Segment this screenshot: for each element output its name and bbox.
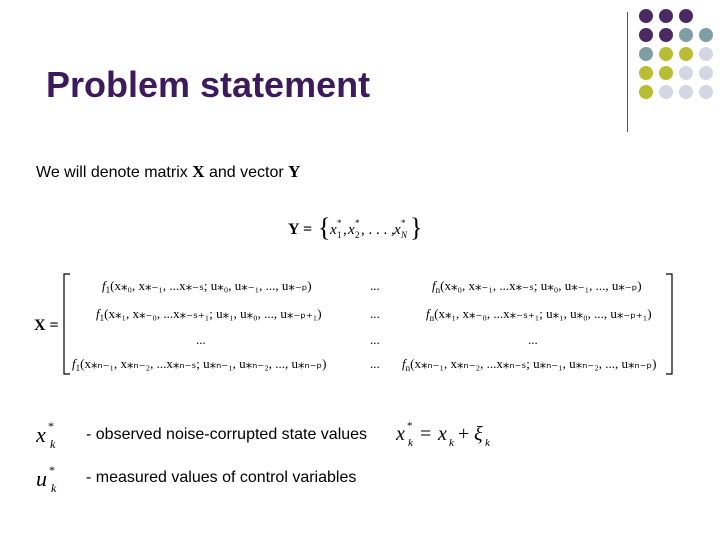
intro-middle: and vector [208, 164, 284, 181]
decor-dot [659, 47, 673, 61]
matrix-x-equation [30, 268, 690, 380]
intro-prefix: We will denote matrix [36, 164, 188, 181]
svg-text:...: ... [370, 356, 380, 371]
svg-text:*: * [355, 218, 360, 228]
decor-dot [679, 47, 693, 61]
svg-text:*: * [337, 218, 342, 228]
svg-text:=: = [420, 423, 432, 445]
matrix-row-2-right: $f_n(x⁎_1$, x⁎₋₀, ...x⁎₋ₛ₊₁; u⁎₁, u⁎₀, ..., u⁎₋ₚ₊₁) [426, 306, 652, 323]
svg-text:k: k [50, 437, 56, 451]
svg-text:k: k [51, 481, 57, 495]
svg-text:...: ... [370, 332, 380, 347]
svg-text:*: * [48, 419, 54, 433]
svg-text:...: ... [196, 332, 206, 347]
decor-dot [659, 28, 673, 42]
svg-text:x: x [394, 222, 401, 238]
decor-dot [639, 28, 653, 42]
svg-text:,: , [343, 222, 347, 238]
svg-text:+: + [458, 423, 470, 445]
decor-dot [679, 85, 693, 99]
matrix-symbol: X [192, 162, 205, 181]
decor-dot [639, 85, 653, 99]
matrix-row-1-left: $f_1(x⁎_0$, x⁎₋₁, ...x⁎₋ₛ; u⁎₀, u⁎₋₁, ..., u⁎₋ₚ) [102, 278, 312, 295]
definition-observed-states: - observed noise-corrupted state values [86, 426, 368, 443]
symbol-u-star-k [36, 462, 86, 496]
svg-text:*: * [401, 218, 406, 228]
svg-text:x: x [396, 423, 405, 445]
decorative-divider [627, 12, 628, 132]
svg-text:k: k [485, 437, 490, 449]
svg-text:Y =: Y = [288, 221, 313, 238]
svg-text:x: x [348, 222, 355, 238]
decor-dot [659, 66, 673, 80]
svg-text:x: x [438, 423, 447, 445]
svg-text:x: x [330, 222, 337, 238]
decor-dot [699, 85, 713, 99]
svg-text:x: x [36, 422, 46, 447]
decor-dot [699, 28, 713, 42]
vector-symbol: Y [288, 162, 301, 181]
svg-text:*: * [407, 420, 413, 432]
svg-text:...: ... [528, 332, 538, 347]
definition-control-variables: - measured values of control variables [86, 469, 357, 486]
svg-text:...: ... [370, 278, 380, 293]
svg-text:, . . . ,: , . . . , [361, 222, 395, 238]
decor-dot [659, 85, 673, 99]
noise-model-equation [396, 418, 506, 452]
svg-text:ξ: ξ [474, 423, 483, 445]
svg-text:k: k [449, 437, 454, 449]
matrix-row-1-right: $f_n(x⁎_0$, x⁎₋₁, ...x⁎₋ₛ; u⁎₀, u⁎₋₁, ..., u⁎₋ₚ) [432, 278, 642, 295]
svg-text:k: k [408, 437, 413, 449]
svg-text:}: } [410, 213, 423, 242]
decorative-dot-grid [638, 8, 720, 118]
decor-dot [639, 66, 653, 80]
svg-text:N: N [401, 230, 408, 240]
svg-text:u: u [36, 466, 47, 491]
svg-text:{: { [318, 213, 331, 242]
decor-dot [679, 66, 693, 80]
svg-text:1: 1 [337, 230, 342, 240]
decor-dot [679, 9, 693, 23]
decor-dot [699, 66, 713, 80]
slide-title: Problem statement [46, 64, 371, 105]
matrix-row-4-left: $f_1(x⁎_{n-1}$, x⁎ₙ₋₂, ...x⁎ₙ₋ₛ; u⁎ₙ₋₁, u⁎ₙ₋₂, ..., u⁎ₙ₋ₚ) [72, 356, 327, 373]
decor-dot [659, 9, 673, 23]
svg-text:*: * [49, 463, 55, 477]
decor-dot [639, 9, 653, 23]
intro-sentence [36, 162, 300, 182]
svg-text:...: ... [370, 306, 380, 321]
vector-y-equation [288, 212, 428, 244]
matrix-row-2-left: $f_1(x⁎_1$, x⁎₋₀, ...x⁎₋ₛ₊₁; u⁎₁, u⁎₀, ..., u⁎₋ₚ₊₁) [96, 306, 322, 323]
matrix-row-4-right: $f_n(x⁎_{n-1}$, x⁎ₙ₋₂, ...x⁎ₙ₋ₛ; u⁎ₙ₋₁, u⁎ₙ₋₂, ..., u⁎ₙ₋ₚ) [402, 356, 657, 373]
svg-text:X =: X = [34, 317, 59, 334]
svg-text:2: 2 [355, 230, 360, 240]
decor-dot [639, 47, 653, 61]
decor-dot [699, 47, 713, 61]
decor-dot [679, 28, 693, 42]
symbol-x-star-k [36, 418, 86, 452]
